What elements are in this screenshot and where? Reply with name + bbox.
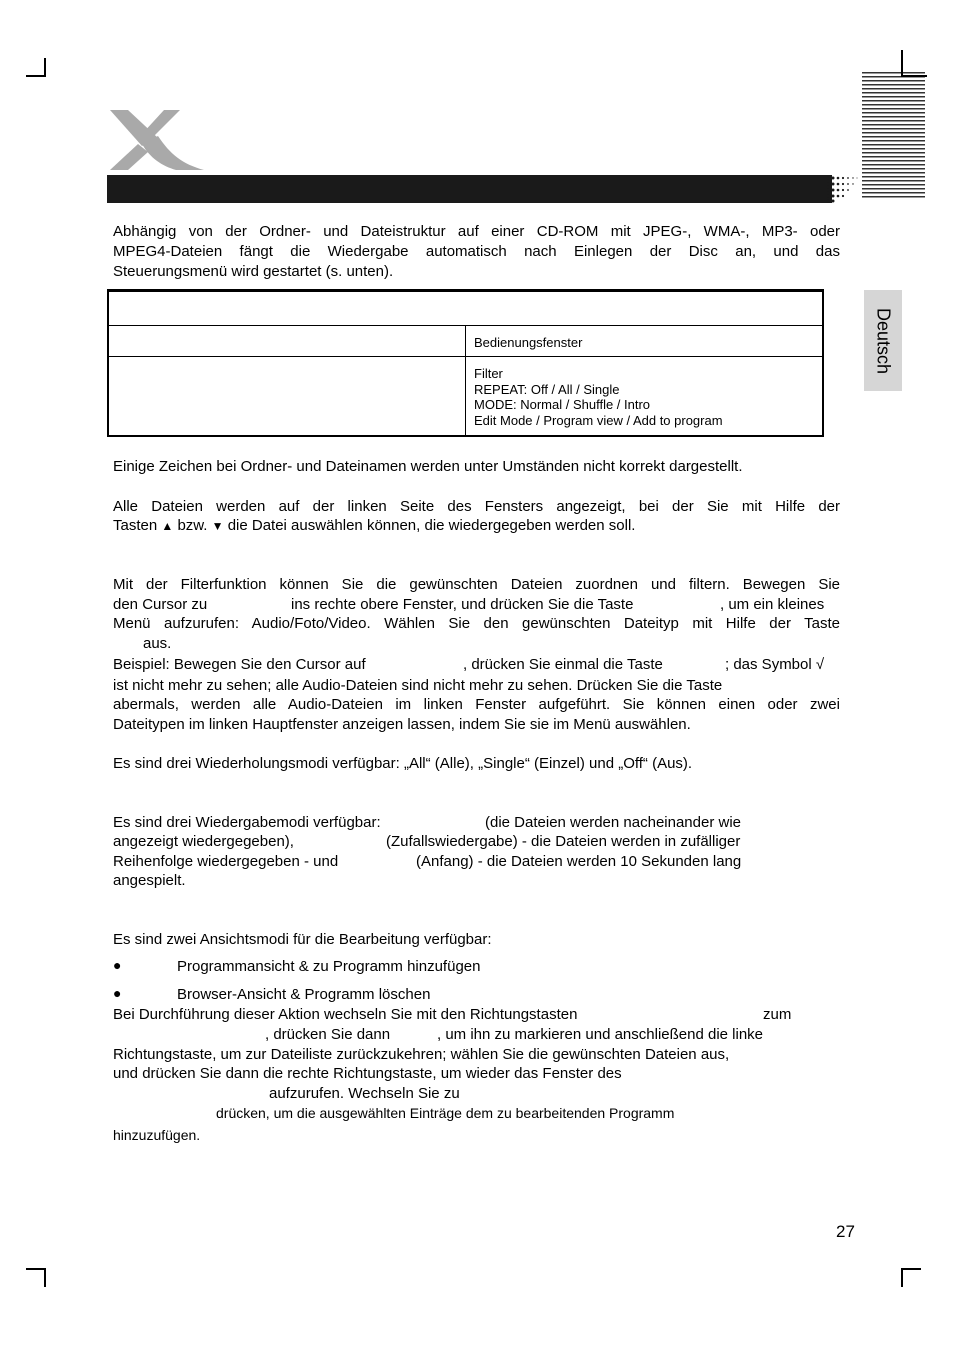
edit-line-1b: zum: [763, 1006, 792, 1023]
side-stripe-pattern: [862, 72, 925, 200]
mode-line-2a: angezeigt wiedergegeben),: [113, 833, 294, 850]
bullet-icon: ●: [113, 985, 122, 1001]
crop-mark-bottom-right-h: [901, 1268, 921, 1270]
filter-line-5b: , drücken Sie einmal die Taste: [463, 656, 663, 673]
filter-line-5c: ; das Symbol √: [725, 656, 825, 673]
corner-tick-v: [901, 50, 903, 76]
mode-line-3a: Reihenfolge wiedergegeben - und: [113, 853, 339, 870]
intro-line-2: MPEG4-Dateien fängt die Wiedergabe automatisch nach Einlegen der Disc an, und das: [113, 243, 840, 260]
intro-line-1: Abhängig von der Ordner- und Dateistruktur auf einer CD-ROM mit JPEG-, WMA-, MP3- oder: [113, 223, 840, 240]
table-cell-window: Bedienungsfenster: [474, 335, 583, 350]
mode-line-2b: (Zufallswiedergabe) - die Dateien werden in zufälliger: [386, 833, 741, 850]
files-line-2: Tasten ▲ bzw. ▼ die Datei auswählen können, die wiedergegeben werden soll.: [113, 517, 636, 534]
filter-line-5a: Beispiel: Bewegen Sie den Cursor auf: [113, 656, 366, 673]
mode-line-1b: (die Dateien werden nacheinander wie: [485, 814, 741, 831]
edit-intro: Es sind zwei Ansichtsmodi für die Bearbeitung verfügbar:: [113, 931, 492, 948]
edit-bullet-1: Programmansicht & zu Programm hinzufügen: [177, 958, 481, 975]
crop-mark-top-left-h: [26, 75, 46, 77]
filter-line-2c: , um ein kleines: [720, 596, 825, 613]
edit-line-1a: Bei Durchführung dieser Aktion wechseln Sie mit den Richtungstasten: [113, 1006, 578, 1023]
crop-mark-bottom-right-v: [901, 1268, 903, 1287]
filter-line-2b: ins rechte obere Fenster, und drücken Sie die Taste: [291, 596, 634, 613]
repeat-description: Es sind drei Wiederholungsmodi verfügbar: „All“ (Alle), „Single“ (Einzel) und „Off“ (Aus).: [113, 755, 693, 772]
language-tab: [864, 290, 902, 391]
edit-line-5: aufzurufen. Wechseln Sie zu: [269, 1085, 460, 1102]
filter-line-8: Dateitypen im linken Hauptfenster anzeigen lassen, indem Sie sie im Menü auswählen.: [113, 716, 691, 733]
edit-line-2a: , drücken Sie dann: [265, 1026, 391, 1043]
filter-line-3: Menü aufzurufen: Audio/Foto/Video. Wählen Sie den gewünschten Dateityp mit Hilfe der Taste: [113, 615, 840, 632]
brand-logo: [106, 108, 206, 172]
table-header-row: [109, 292, 822, 326]
filter-line-2a: den Cursor zu: [113, 596, 208, 613]
crop-mark-bottom-left-v: [44, 1268, 46, 1287]
page-number: 27: [836, 1222, 855, 1241]
control-menu-table: [107, 289, 824, 437]
filter-line-4: aus.: [143, 635, 172, 652]
files-line-1: Alle Dateien werden auf der linken Seite des Fensters angezeigt, bei der Sie mit Hilfe der: [113, 498, 840, 515]
header-dot-pattern: [826, 175, 862, 203]
edit-line-4: und drücken Sie dann die rechte Richtungstaste, um wieder das Fenster des: [113, 1065, 622, 1082]
table-cell-filter: Filter: [474, 366, 503, 381]
edit-line-7: hinzuzufügen.: [113, 1127, 201, 1143]
up-arrow-icon: ▲: [161, 519, 174, 533]
mode-line-4: angespielt.: [113, 872, 186, 889]
mode-line-1a: Es sind drei Wiedergabemodi verfügbar:: [113, 814, 381, 831]
intro-line-3: Steuerungsmenü wird gestartet (s. unten).: [113, 263, 394, 280]
mode-line-3b: (Anfang) - die Dateien werden 10 Sekunden lang: [416, 853, 742, 870]
filter-line-1: Mit der Filterfunktion können Sie die gewünschten Dateien zuordnen und filtern. Bewegen Sie: [113, 576, 840, 593]
table-cell-mode: MODE: Normal / Shuffle / Intro: [474, 397, 651, 412]
table-cell-edit: Edit Mode / Program view / Add to program: [474, 413, 723, 428]
bullet-icon: ●: [113, 957, 122, 973]
edit-line-3: Richtungstaste, um zur Dateiliste zurückzukehren; wählen Sie die gewünschten Dateien aus,: [113, 1046, 730, 1063]
filter-line-6: ist nicht mehr zu sehen; alle Audio-Dateien sind nicht mehr zu sehen. Drücken Sie die Taste: [113, 677, 723, 694]
crop-mark-bottom-left-h: [26, 1268, 46, 1270]
edit-line-6: drücken, um die ausgewählten Einträge dem zu bearbeitenden Programm: [216, 1105, 675, 1121]
down-arrow-icon: ▼: [211, 519, 224, 533]
note-characters: Einige Zeichen bei Ordner- und Dateinamen werden unter Umständen nicht korrekt dargestellt.: [113, 458, 743, 475]
language-label: Deutsch: [873, 307, 894, 374]
filter-line-7: abermals, werden alle Audio-Dateien im linken Fenster aufgeführt. Sie können einen oder zwei: [113, 696, 840, 713]
table-column-divider: [465, 326, 466, 435]
corner-tick-h: [901, 75, 927, 77]
edit-bullet-2: Browser-Ansicht & Programm löschen: [177, 986, 431, 1003]
edit-line-2b: , um ihn zu markieren und anschließend die linke: [437, 1026, 764, 1043]
section-header-bar: [107, 175, 832, 203]
table-cell-repeat: REPEAT: Off / All / Single: [474, 382, 620, 397]
